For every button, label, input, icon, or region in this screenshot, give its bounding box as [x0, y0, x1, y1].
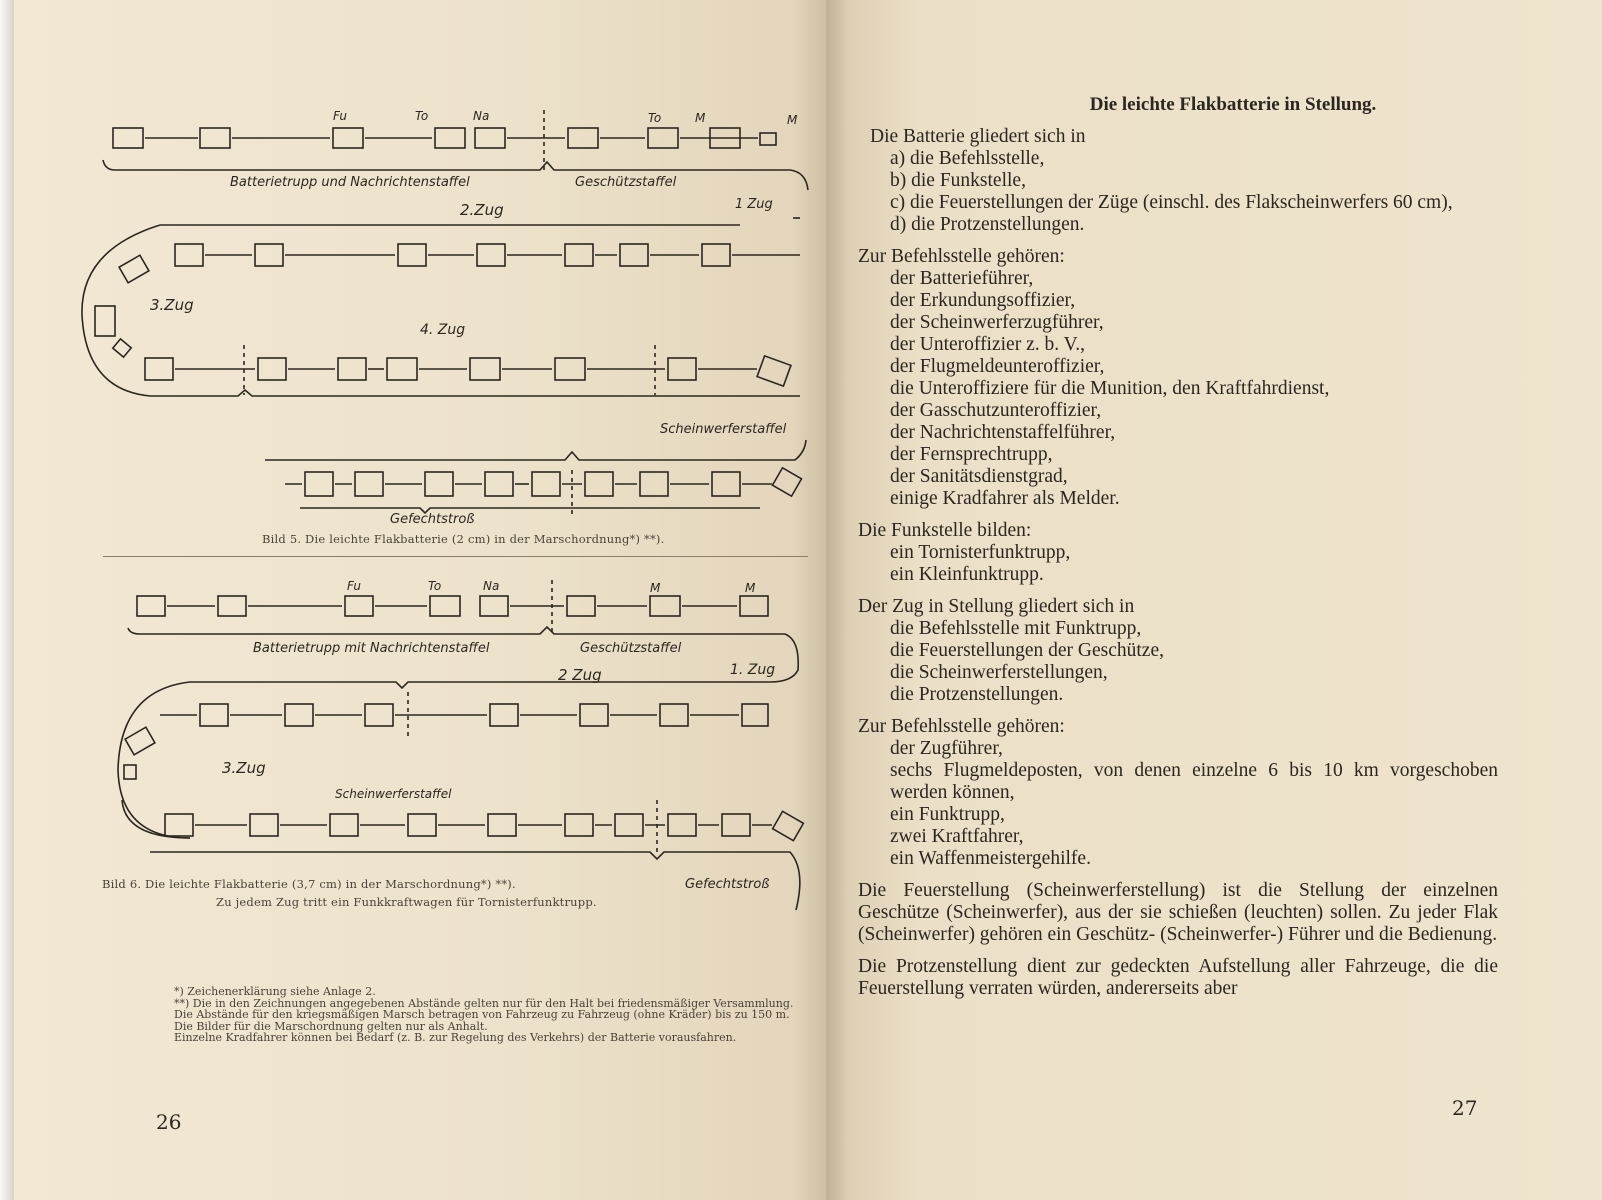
fig6-label-zug-3: 3.Zug: [222, 759, 266, 777]
label-gefechtstross: Gefechtstroß: [390, 512, 475, 527]
label-batterietrupp: Batterietrupp und Nachrichtenstaffel: [230, 175, 470, 190]
figure-5-caption: Bild 5. Die leichte Flakbatterie (2 cm) in der Marschordnung*) **).: [262, 532, 665, 546]
text-line: sechs Flugmeldeposten, von denen einzelne 6 bis 10 km vorgeschoben werden können,: [890, 760, 1498, 803]
label-fu: Fu: [333, 109, 348, 123]
text-line: der Batterieführer,: [890, 268, 1034, 289]
footnotes: [158, 986, 813, 1044]
footnote-1: *) Zeichenerklärung siehe Anlage 2.: [174, 985, 376, 998]
text-line: der Scheinwerferzugführer,: [890, 312, 1104, 333]
text-line: ein Waffenmeistergehilfe.: [890, 848, 1091, 869]
text-line: Der Zug in Stellung gliedert sich in: [858, 596, 1135, 617]
figure-5-diagram: [0, 100, 826, 540]
row2-vehicles: [175, 244, 800, 266]
text-line: Zur Befehlsstelle gehören:: [858, 246, 1065, 267]
fig6-label-to: To: [428, 579, 442, 593]
fig6-label-m: M: [650, 581, 661, 595]
fig6-label-gefechtstross: Gefechtstroß: [685, 877, 770, 892]
figure-6-caption-note: Zu jedem Zug tritt ein Funkkraftwagen für Tornisterfunktrupp.: [216, 895, 597, 909]
footnote-3: Die Bilder für die Marschordnung gelten nur als Anhalt.: [174, 1019, 488, 1033]
page-number-right: 27: [1452, 1096, 1478, 1120]
text-line: die Protzenstellungen.: [890, 684, 1064, 705]
text-line: ein Funktrupp,: [890, 804, 1005, 825]
fig6-row1-vehicles: [137, 596, 768, 616]
text-line: der Unteroffizier z. b. V.,: [890, 334, 1085, 355]
text-line: ein Kleinfunktrupp.: [890, 564, 1044, 585]
label-zug-1: 1 Zug: [735, 197, 773, 212]
text-line: einige Kradfahrer als Melder.: [890, 488, 1120, 509]
text-line: die Scheinwerferstellungen,: [890, 662, 1108, 683]
fig6-label-batterietrupp: Batterietrupp mit Nachrichtenstaffel: [253, 641, 490, 656]
label-scheinwerferstaffel: Scheinwerferstaffel: [660, 422, 787, 437]
text-line: a) die Befehlsstelle,: [890, 148, 1045, 169]
text-line: Zur Befehlsstelle gehören:: [858, 716, 1065, 737]
text-line: ein Tornisterfunktrupp,: [890, 542, 1071, 563]
fig6-label-scheinwerferstaffel: Scheinwerferstaffel: [335, 787, 452, 801]
right-page: [826, 0, 1602, 1200]
text-line: der Fernsprechtrupp,: [890, 444, 1053, 465]
label-zug-4: 4. Zug: [420, 322, 466, 338]
figure-6-diagram: [0, 570, 826, 950]
text-line: b) die Funkstelle,: [890, 170, 1026, 191]
text-line: zwei Kraftfahrer,: [890, 826, 1024, 847]
fig6-label-na: Na: [483, 579, 500, 593]
label-m-2: M: [787, 113, 798, 127]
footnote-4: Einzelne Kradfahrer können bei Bedarf (z. B. zur Regelung des Verkehrs) der Batterie vorausfahren.: [174, 1031, 737, 1044]
text-line: die Unteroffiziere für die Munition, den Kraftfahrdienst,: [890, 378, 1330, 399]
label-zug-2: 2.Zug: [460, 201, 504, 219]
right-page-text: [848, 94, 1498, 1000]
label-m: M: [695, 111, 706, 125]
fig6-label-m-2: M: [745, 581, 756, 595]
text-paragraph: Die Protzenstellung dient zur gedeckten Aufstellung aller Fahrzeuge, die die Feuerstellung verraten würden, andererseits aber: [858, 956, 1498, 999]
label-geschuetzstaffel: Geschützstaffel: [575, 175, 677, 190]
text-line: der Flugmeldeunteroffizier,: [890, 356, 1105, 377]
text-line: c) die Feuerstellungen der Züge (einschl. des Flakscheinwerfers 60 cm),: [890, 192, 1453, 213]
page-title: Die leichte Flakbatterie in Stellung.: [1089, 94, 1377, 115]
fig6-label-fu: Fu: [347, 579, 362, 593]
text-line: der Sanitätsdienstgrad,: [890, 466, 1068, 487]
row5-vehicles: [285, 468, 802, 496]
text-line: der Zugführer,: [890, 738, 1003, 759]
text-line: der Erkundungsoffizier,: [890, 290, 1076, 311]
text-line: der Nachrichtenstaffelführer,: [890, 422, 1116, 443]
label-to: To: [415, 109, 429, 123]
text-line: Die Funkstelle bilden:: [858, 520, 1032, 541]
text-paragraph: Die Feuerstellung (Scheinwerferstellung) ist die Stellung der einzelnen Geschütze (Scheinwerfer), aus der sie schießen (leuchten) sollen. Zu jeder Flak (Scheinwerfer) gehören ein Geschütz- (Scheinwerfer-) Führer und die Bedienung.: [858, 880, 1498, 945]
text-line: der Gasschutzunteroffizier,: [890, 400, 1102, 421]
row1-vehicles: [113, 128, 776, 148]
text-line: d) die Protzenstellungen.: [890, 214, 1085, 235]
fig6-label-zug-1: 1. Zug: [730, 662, 776, 678]
figure-6-caption: Bild 6. Die leichte Flakbatterie (3,7 cm) in der Marschordnung*) **).: [102, 877, 516, 891]
row4-vehicles: [145, 356, 791, 386]
fig6-label-zug-2: 2 Zug: [558, 666, 602, 684]
label-zug-3: 3.Zug: [150, 296, 194, 314]
label-na: Na: [473, 109, 490, 123]
page-number-left: 26: [156, 1110, 182, 1134]
figure-divider: [103, 556, 808, 557]
fig6-label-geschuetzstaffel: Geschützstaffel: [580, 641, 682, 656]
footnote-2: **) Die in den Zeichnungen angegebenen Abstände gelten nur für den Halt bei friedensmäßiger Versammlung. Die Abstände für den kriegsmäßigen Marsch betragen von Fahrzeug zu Fahrzeug (ohne Kräder) bis zu 150 m.: [174, 996, 794, 1021]
text-line: die Feuerstellungen der Geschütze,: [890, 640, 1164, 661]
text-line: die Befehlsstelle mit Funktrupp,: [890, 618, 1142, 639]
label-to-2: To: [648, 111, 662, 125]
fig6-row3-vehicles: [165, 811, 803, 840]
fig6-row2-vehicles: [160, 704, 768, 726]
text-line: Die Batterie gliedert sich in: [870, 126, 1086, 147]
